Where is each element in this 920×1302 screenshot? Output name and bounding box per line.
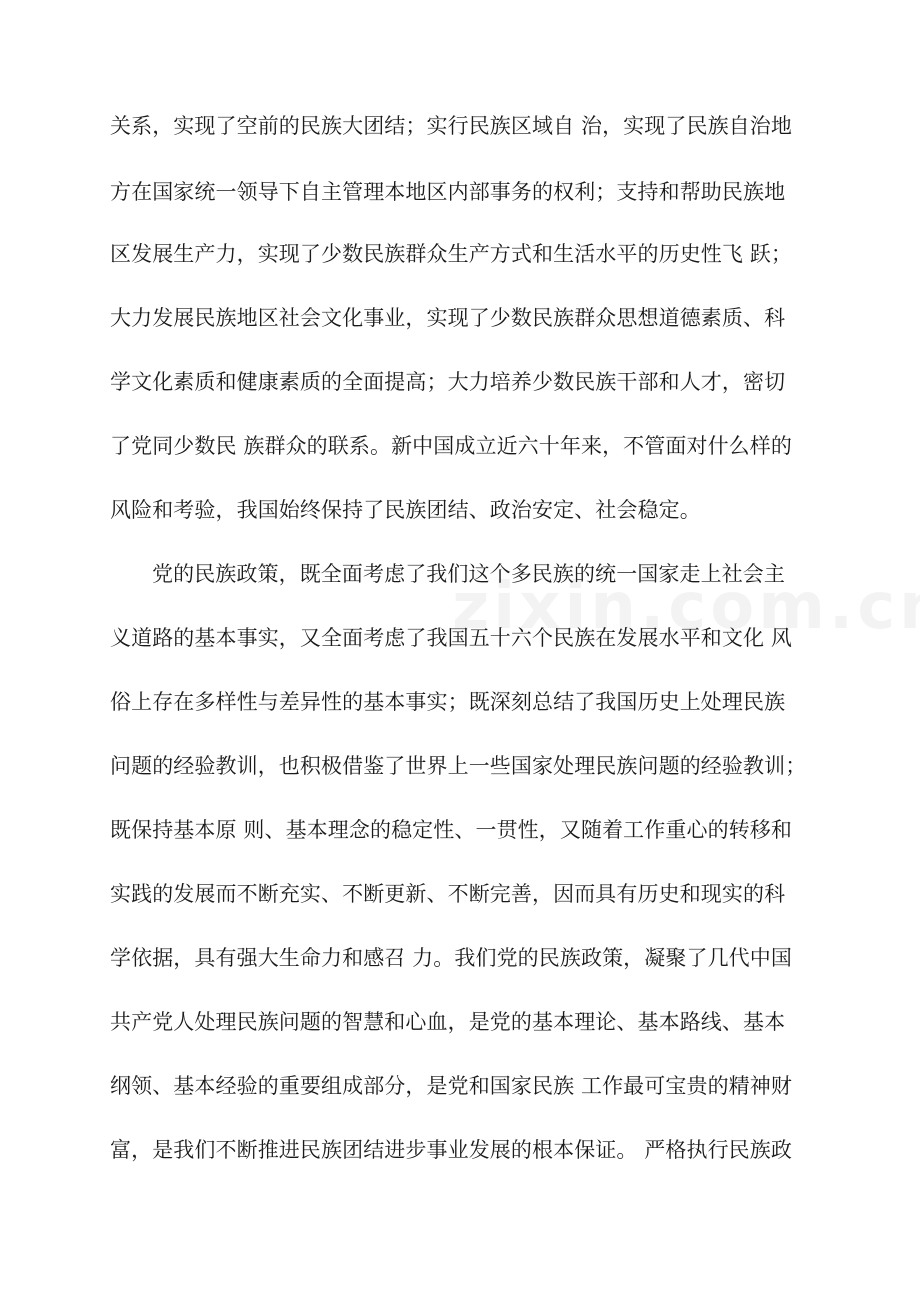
- text-line-10: 俗上存在多样性与差异性的基本事实；既深刻总结了我国历史上处理民族: [110, 690, 786, 714]
- text-line-11: 问题的经验教训，也积极借鉴了世界上一些国家处理民族问题的经验教训；: [110, 754, 807, 778]
- text-line-13: 实践的发展而不断充实、不断更新、不断完善，因而具有历史和现实的科: [110, 882, 786, 906]
- text-line-7: 风险和考验，我国始终保持了民族团结、政治安定、社会稳定。: [110, 498, 701, 522]
- text-line-12: 既保持基本原 则、基本理念的稳定性、一贯性，又随着工作重心的转移和: [110, 818, 792, 842]
- text-line-14: 学依据，具有强大生命力和感召 力。我们党的民族政策，凝聚了几代中国: [110, 946, 792, 970]
- paragraph-2-first-line: 党的民族政策，既全面考虑了我们这个多民族的统一国家走上社会主: [152, 562, 785, 586]
- text-line-6: 了党同少数民 族群众的联系。新中国成立近六十年来，不管面对什么样的: [110, 434, 792, 458]
- text-line-9: 义道路的基本事实，又全面考虑了我国五十六个民族在发展水平和文化 风: [110, 626, 792, 650]
- text-line-15: 共产党人处理民族问题的智慧和心血，是党的基本理论、基本路线、基本: [110, 1010, 786, 1034]
- text-line-17: 富，是我们不断推进民族团结进步事业发展的根本保证。 严格执行民族政: [110, 1138, 792, 1162]
- text-line-5: 学文化素质和健康素质的全面提高；大力培养少数民族干部和人才，密切: [110, 370, 786, 394]
- text-line-2: 方在国家统一领导下自主管理本地区内部事务的权利；支持和帮助民族地: [110, 180, 786, 204]
- text-line-3: 区发展生产力，实现了少数民族群众生产方式和生活水平的历史性飞 跃；: [110, 242, 792, 266]
- text-line-1: 关系，实现了空前的民族大团结；实行民族区域自 治，实现了民族自治地: [110, 114, 792, 138]
- text-line-16: 纲领、基本经验的重要组成部分，是党和国家民族 工作最可宝贵的精神财: [110, 1074, 792, 1098]
- text-line-4: 大力发展民族地区社会文化事业，实现了少数民族群众思想道德素质、科: [110, 306, 786, 330]
